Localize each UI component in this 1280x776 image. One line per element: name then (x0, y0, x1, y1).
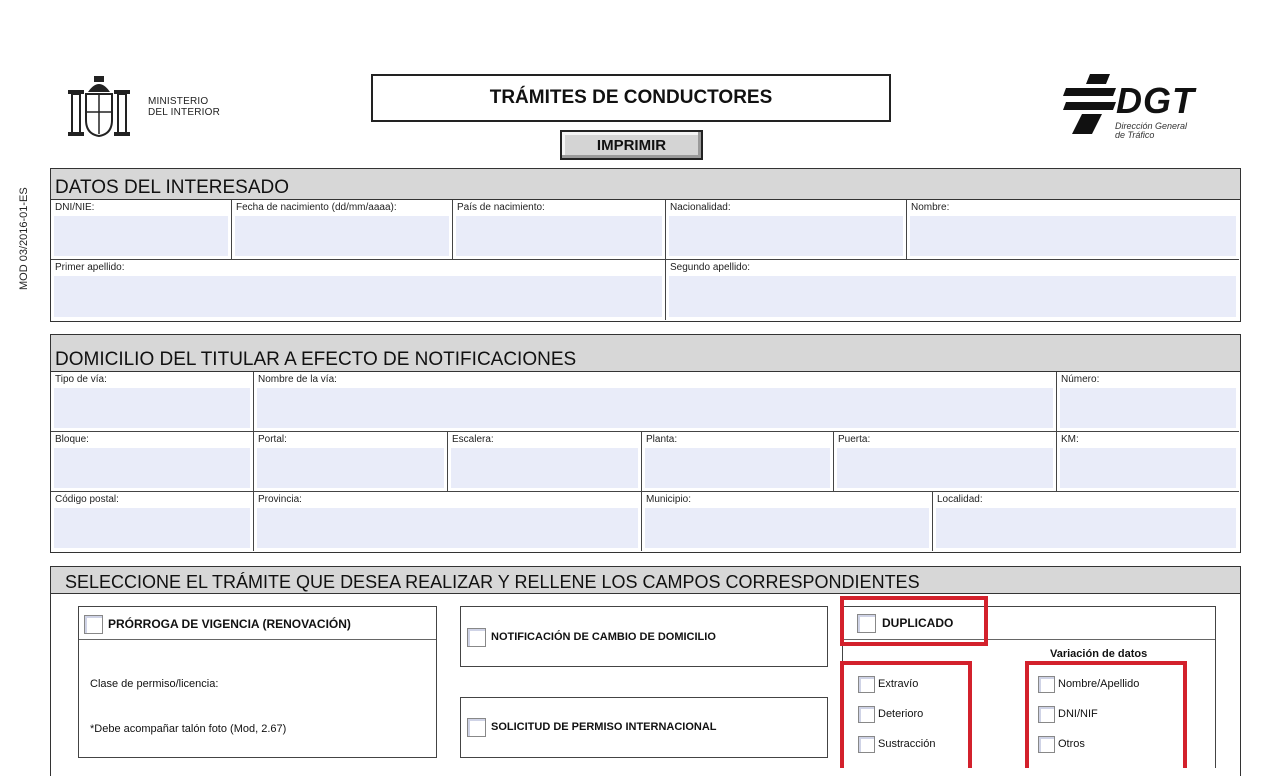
section-domicilio (50, 334, 1241, 553)
numero-input[interactable] (1060, 388, 1236, 428)
nationality-cell (666, 200, 907, 260)
puerta-label: Puerta: (838, 434, 871, 445)
birth-country-cell (453, 200, 666, 260)
localidad-cell (933, 492, 1239, 551)
bloque-cell (51, 432, 254, 492)
dni-nif-label: DNI/NIF (1058, 708, 1098, 720)
escalera-input[interactable] (451, 448, 638, 488)
provincia-cell (254, 492, 642, 551)
portal-label: Portal: (258, 434, 287, 445)
birth-country-label: País de nacimiento: (457, 202, 545, 213)
prorroga-checkbox[interactable] (84, 615, 103, 634)
surname2-input[interactable] (669, 276, 1236, 317)
surname2-label: Segundo apellido: (670, 262, 751, 273)
otros-label: Otros (1058, 738, 1085, 750)
localidad-label: Localidad: (937, 494, 983, 505)
dgt-subtitle-1: Dirección General (1115, 121, 1188, 131)
km-input[interactable] (1060, 448, 1236, 488)
dgt-subtitle-2: de Tráfico (1115, 130, 1155, 140)
nationality-label: Nacionalidad: (670, 202, 731, 213)
variaciones-highlight (1025, 661, 1187, 768)
numero-cell (1057, 372, 1239, 432)
cp-label: Código postal: (55, 494, 119, 505)
ministry-line-2: DEL INTERIOR (148, 107, 221, 118)
bloque-input[interactable] (54, 448, 250, 488)
planta-label: Planta: (646, 434, 678, 445)
planta-cell (642, 432, 834, 492)
motivos-highlight (840, 661, 972, 768)
surname1-label: Primer apellido: (55, 262, 125, 273)
prorroga-label: PRÓRROGA DE VIGENCIA (RENOVACIÓN) (108, 617, 351, 631)
portal-cell (254, 432, 448, 492)
duplicado-label: DUPLICADO (882, 616, 954, 630)
tipo-via-input[interactable] (54, 388, 250, 428)
birth-country-input[interactable] (456, 216, 662, 256)
bloque-label: Bloque: (55, 434, 89, 445)
nombre-via-input[interactable] (257, 388, 1053, 428)
tipo-via-label: Tipo de vía: (55, 374, 107, 385)
section-interesado (50, 168, 1241, 322)
section-tramite-heading: SELECCIONE EL TRÁMITE QUE DESEA REALIZAR Y RELLENE LOS CAMPOS CORRESPONDIENTES (51, 567, 1240, 594)
surname1-cell (51, 260, 666, 320)
birthdate-input[interactable] (235, 216, 449, 256)
form-code: MOD 03/2016-01-ES (18, 187, 30, 290)
puerta-cell (834, 432, 1057, 492)
ministry-logo (64, 72, 264, 142)
puerta-input[interactable] (837, 448, 1053, 488)
nombre-apellido-label: Nombre/Apellido (1058, 678, 1140, 690)
planta-input[interactable] (645, 448, 830, 488)
name-label: Nombre: (911, 202, 950, 213)
surname2-cell (666, 260, 1239, 320)
nombre-via-cell (254, 372, 1057, 432)
dni-input[interactable] (54, 216, 228, 256)
cp-input[interactable] (54, 508, 250, 548)
section-domicilio-heading: DOMICILIO DEL TITULAR A EFECTO DE NOTIFICACIONES (51, 335, 1240, 372)
name-cell (907, 200, 1239, 260)
dni-cell (51, 200, 232, 260)
municipio-label: Municipio: (646, 494, 692, 505)
provincia-input[interactable] (257, 508, 638, 548)
municipio-cell (642, 492, 933, 551)
cambio-domicilio-label: NOTIFICACIÓN DE CAMBIO DE DOMICILIO (491, 631, 716, 643)
clase-permiso-label: Clase de permiso/licencia: (90, 678, 219, 690)
cp-cell (51, 492, 254, 551)
deterioro-label: Deterioro (878, 708, 924, 720)
print-button[interactable]: IMPRIMIR (560, 130, 703, 160)
variacion-title: Variación de datos (1050, 648, 1148, 660)
birthdate-label: Fecha de nacimiento (dd/mm/aaaa): (236, 202, 397, 213)
cambio-domicilio-checkbox[interactable] (467, 628, 486, 647)
name-input[interactable] (910, 216, 1236, 256)
nationality-input[interactable] (669, 216, 903, 256)
permiso-internacional-label: SOLICITUD DE PERMISO INTERNACIONAL (491, 721, 717, 733)
form-title: TRÁMITES DE CONDUCTORES (371, 74, 891, 122)
municipio-input[interactable] (645, 508, 929, 548)
portal-input[interactable] (257, 448, 444, 488)
tipo-via-cell (51, 372, 254, 432)
coat-of-arms-icon (64, 72, 136, 142)
provincia-label: Provincia: (258, 494, 302, 505)
section-interesado-heading: DATOS DEL INTERESADO (51, 169, 1240, 200)
birthdate-cell (232, 200, 453, 260)
dgt-logo (1060, 66, 1220, 156)
km-cell (1057, 432, 1239, 492)
sustraccion-label: Sustracción (878, 738, 936, 750)
duplicado-highlight (840, 596, 988, 646)
escalera-label: Escalera: (452, 434, 494, 445)
surname1-input[interactable] (54, 276, 662, 317)
ministry-line-1: MINISTERIO (148, 96, 209, 107)
nombre-via-label: Nombre de la vía: (258, 374, 337, 385)
permiso-internacional-checkbox[interactable] (467, 718, 486, 737)
localidad-input[interactable] (936, 508, 1236, 548)
dni-label: DNI/NIE: (55, 202, 95, 213)
km-label: KM: (1061, 434, 1079, 445)
escalera-cell (448, 432, 642, 492)
nota-foto-label: *Debe acompañar talón foto (Mod, 2.67) (90, 723, 287, 735)
dgt-wordmark: DGT (1116, 80, 1195, 121)
extravio-label: Extravío (878, 678, 919, 690)
numero-label: Número: (1061, 374, 1100, 385)
dgt-emblem-icon (1060, 70, 1120, 140)
